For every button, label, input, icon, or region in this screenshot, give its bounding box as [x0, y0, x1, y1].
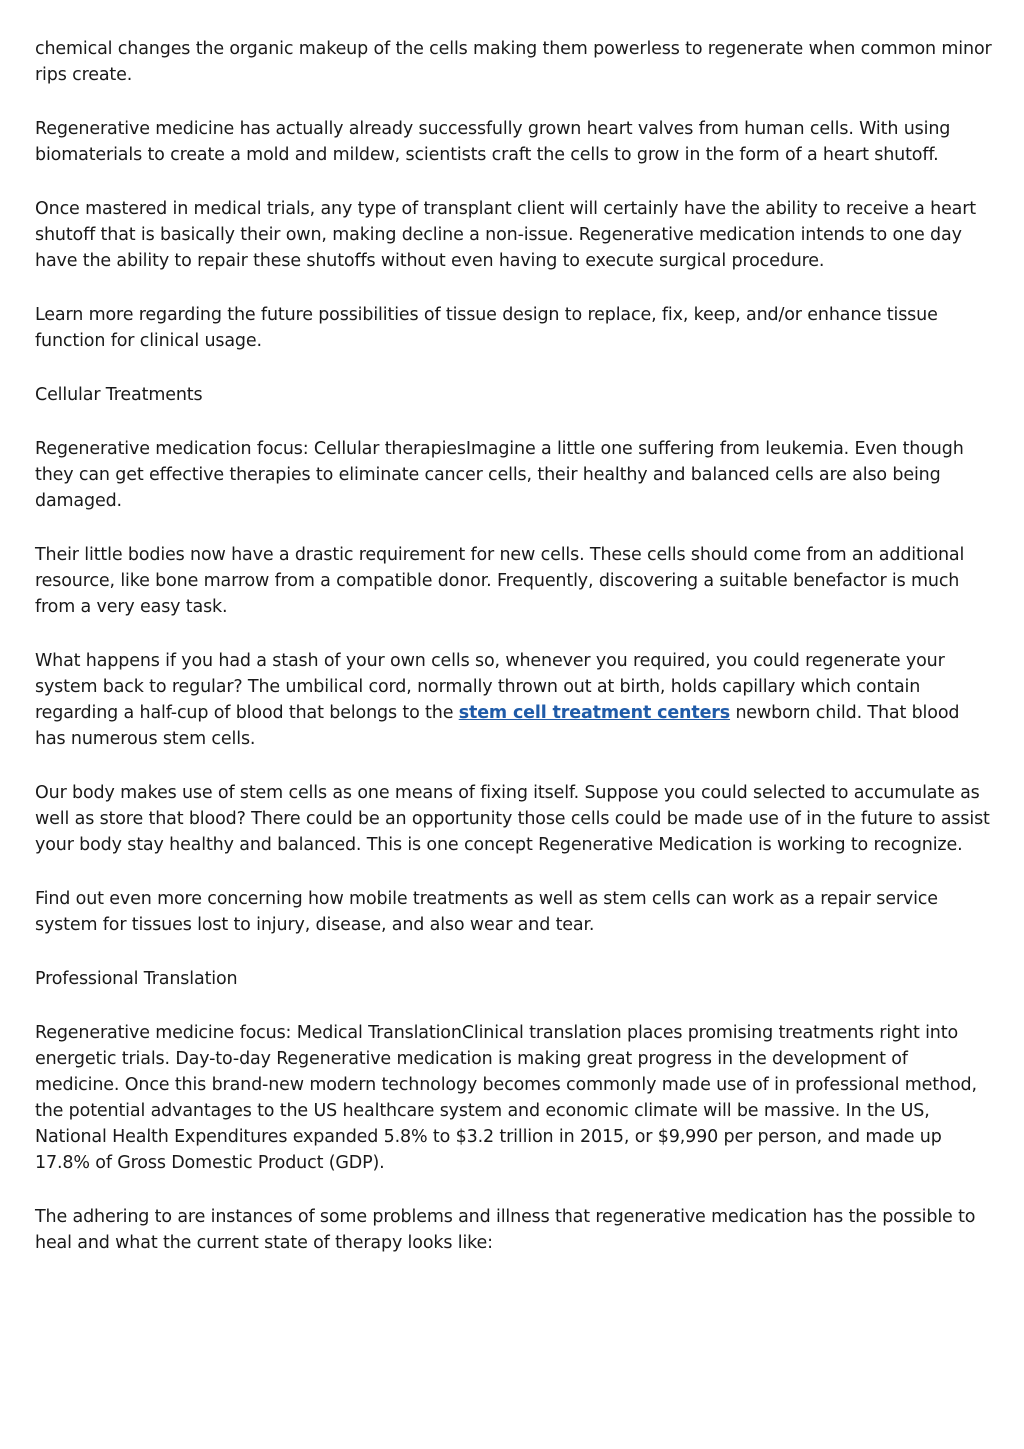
- paragraph-new-cells: Their little bodies now have a drastic requirement for new cells. These cells should come from an additional resource, like bone marrow from a compatible donor. Frequently, discovering a suitable benefactor is much from a very easy task.: [35, 545, 965, 617]
- paragraph-medical-trials: Once mastered in medical trials, any type of transplant client will certainly have the ability to receive a heart shutoff that is basically their own, making decline a non-issue. Regenerative medication intends to one day have the ability to repair these shutoffs without even having to execute surgical procedure.: [35, 199, 977, 271]
- paragraph-cellular-therapies: Regenerative medication focus: Cellular therapiesImagine a little one suffering from leukemia. Even though they can get effective therapies to eliminate cancer cells, their healthy and balanced cells are also being damaged.: [35, 439, 964, 511]
- paragraph-instances: The adhering to are instances of some problems and illness that regenerative medication has the possible to heal and what the current state of therapy looks like:: [35, 1207, 976, 1253]
- paragraph-tissue-design: Learn more regarding the future possibilities of tissue design to replace, fix, keep, and/or enhance tissue function for clinical usage.: [35, 305, 938, 351]
- section-heading-professional-translation: Professional Translation: [35, 969, 238, 989]
- paragraph-repair-system: Find out even more concerning how mobile treatments as well as stem cells can work as a repair service system for tissues lost to injury, disease, and also wear and tear.: [35, 889, 938, 935]
- section-heading-cellular-treatments: Cellular Treatments: [35, 385, 203, 405]
- paragraph-text-after-link: newborn child. That blood has numerous stem cells.: [35, 703, 960, 749]
- stem-cell-treatment-centers-link[interactable]: stem cell treatment centers: [458, 703, 731, 723]
- paragraph-stem-cells-body: Our body makes use of stem cells as one means of fixing itself. Suppose you could selected to accumulate as well as store that blood? There could be an opportunity those cells could be made use of in the future to assist your body stay healthy and balanced. This is one concept Regenerative Medication is working to recognize.: [35, 783, 990, 855]
- paragraph-heart-valves: Regenerative medicine has actually already successfully grown heart valves from human cells. With using biomaterials to create a mold and mildew, scientists craft the cells to grow in the form of a heart shutoff.: [35, 119, 951, 165]
- paragraph-cell-regeneration: chemical changes the organic makeup of the cells making them powerless to regenerate when common minor rips create.: [35, 39, 992, 85]
- paragraph-text-before-link: What happens if you had a stash of your own cells so, whenever you required, you could regenerate your system back to regular? The umbilical cord, normally thrown out at birth, holds capillary which contain regarding a half-cup of blood that belongs to the: [35, 651, 945, 723]
- paragraph-umbilical-cord: [35, 648, 995, 752]
- document-page: [35, 36, 995, 1284]
- paragraph-medical-translation: Regenerative medicine focus: Medical TranslationClinical translation places promising treatments right into energetic trials. Day-to-day Regenerative medication is making great progress in the development of medicine. Once this brand-new modern technology becomes commonly made use of in professional method, the potential advantages to the US healthcare system and economic climate will be massive. In the US, National Health Expenditures expanded 5.8% to $3.2 trillion in 2015, or $9,990 per person, and made up 17.8% of Gross Domestic Product (GDP).: [35, 1023, 977, 1173]
